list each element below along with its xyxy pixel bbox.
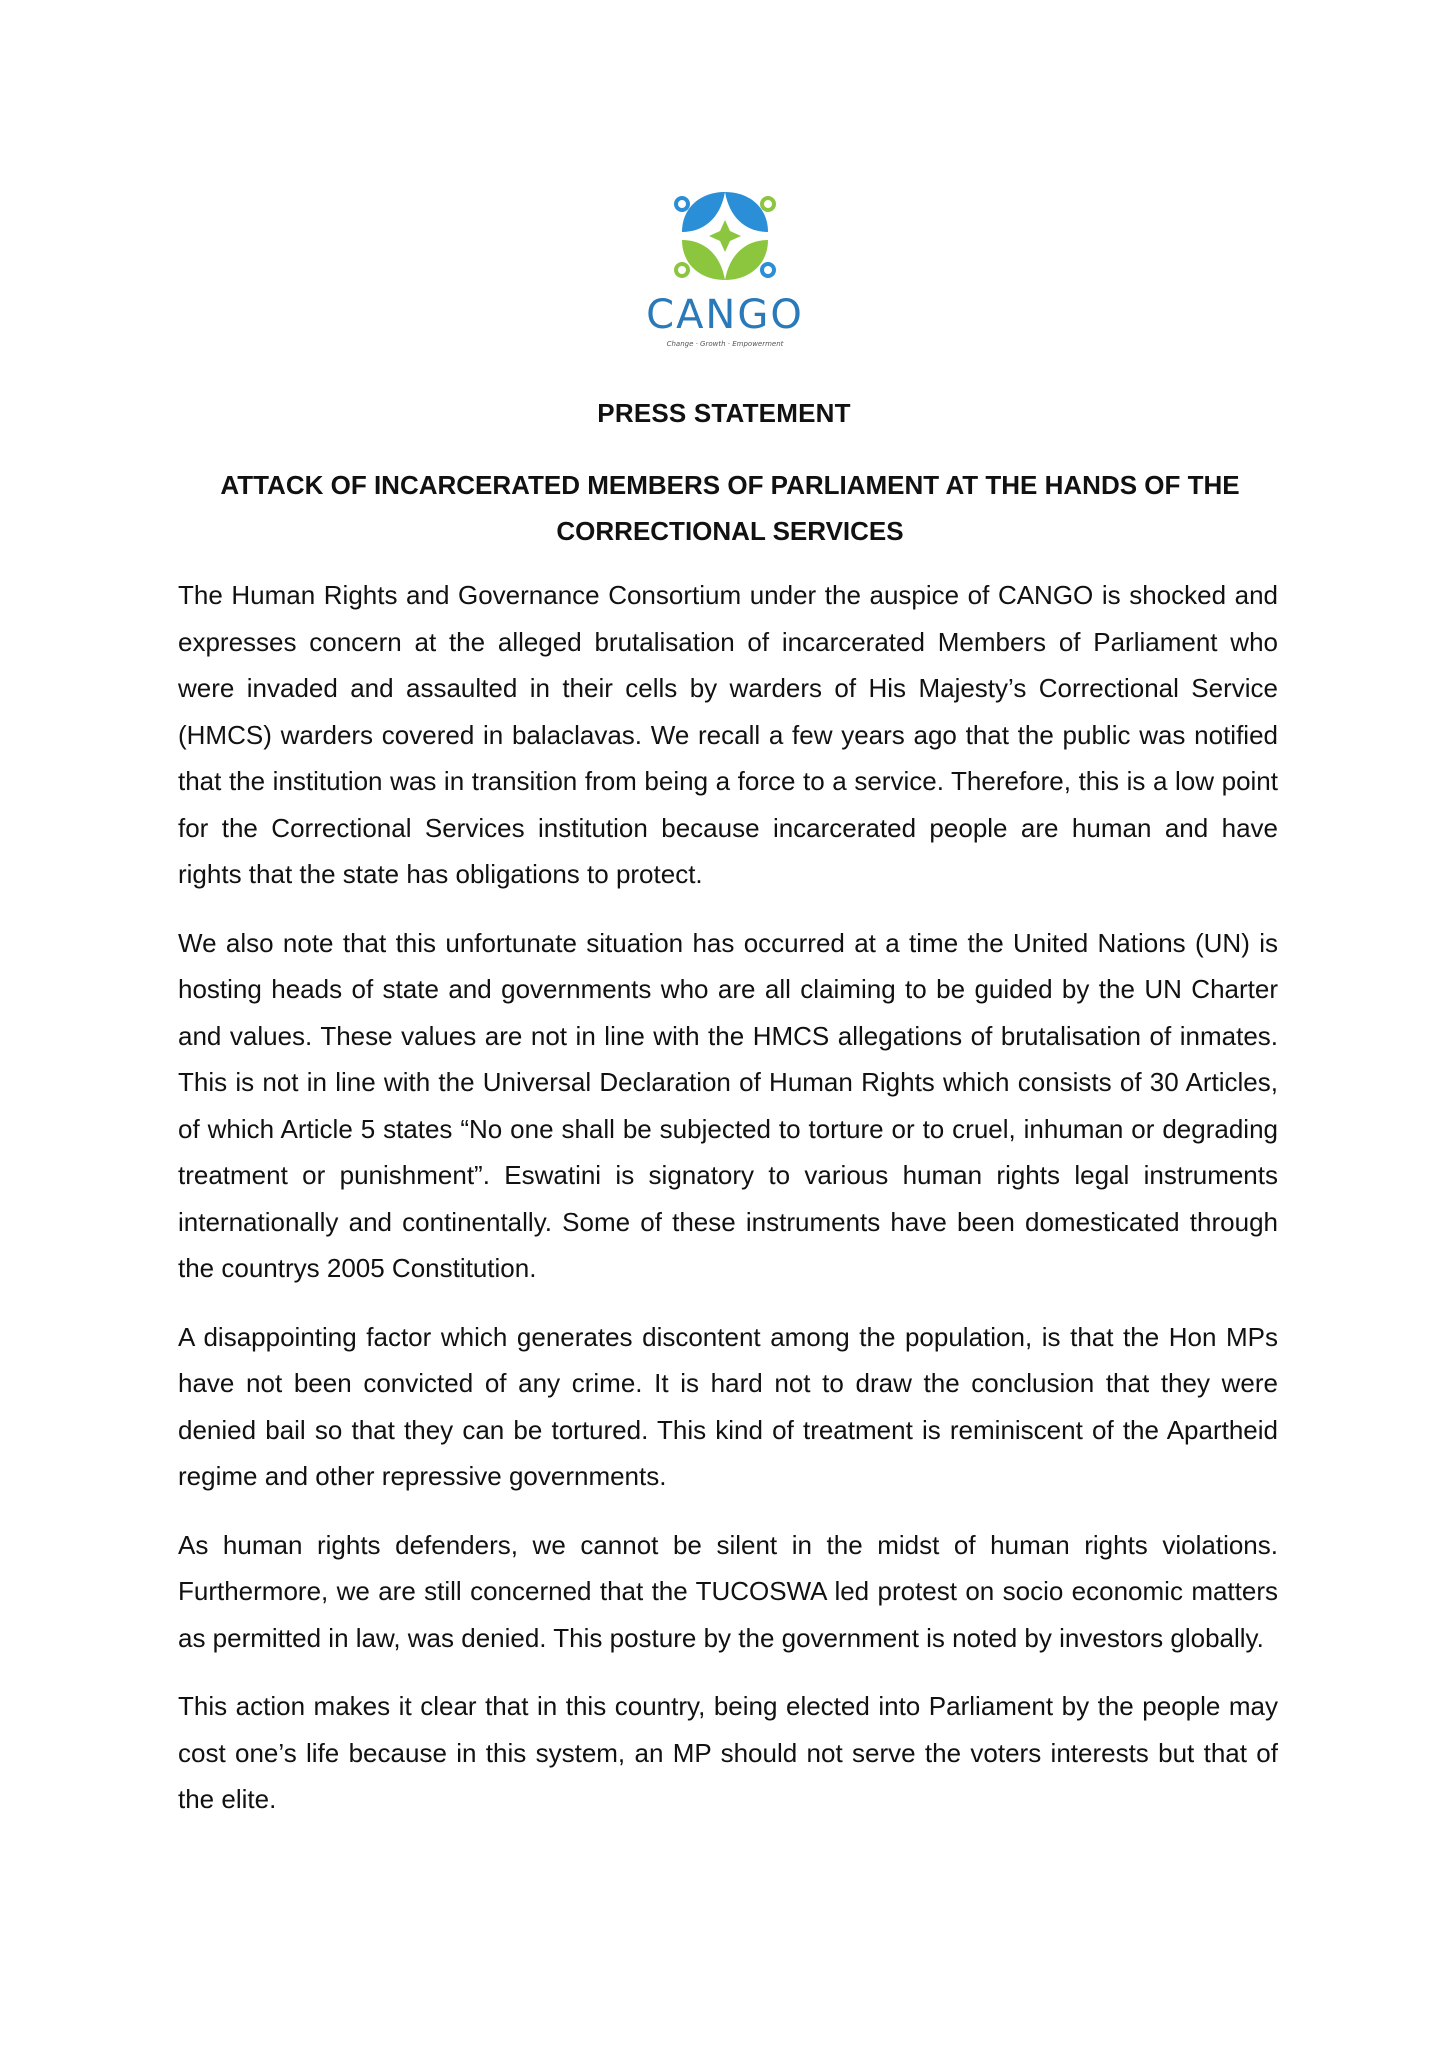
cango-logo bbox=[640, 180, 810, 355]
press-statement-heading: PRESS STATEMENT bbox=[597, 398, 851, 428]
logo-tagline: Change · Growth · Empowerment bbox=[666, 340, 784, 348]
paragraph-3: A disappointing factor which generates discontent among the population, is that the Hon MPs have not been convicted of any crime. It is hard not to draw the conclusion that they were denied bail so that they can be tortured. This kind of treatment is reminiscent of the Apartheid regime and other repressive governments. bbox=[178, 1321, 1278, 1491]
paragraph-4: As human rights defenders, we cannot be silent in the midst of human rights violations. Furthermore, we are still concerned that the TUCOSWA led protest on socio economic matters as permitted in law, was denied. This posture by the government is noted by investors globally. bbox=[178, 1529, 1278, 1653]
cango-logo-icon bbox=[640, 180, 810, 292]
logo-wordmark: CANGO bbox=[646, 292, 804, 338]
statement-body bbox=[178, 572, 1278, 1845]
statement-title: ATTACK OF INCARCERATED MEMBERS OF PARLIAMENT AT THE HANDS OF THE CORRECTIONAL SERVICES bbox=[220, 470, 1240, 546]
paragraph-2: We also note that this unfortunate situation has occurred at a time the United Nations (UN) is hosting heads of state and governments who are all claiming to be guided by the UN Charter and values. These values are not in line with the HMCS allegations of brutalisation of inmates. This is not in line with the Universal Declaration of Human Rights which consists of 30 Articles, of which Article 5 states “No one shall be subjected to torture or to cruel, inhuman or degrading treatment or punishment”. Eswatini is signatory to various human rights legal instruments internationally and continentally. Some of these instruments have been domesticated through the countrys 2005 Constitution. bbox=[178, 927, 1278, 1283]
paragraph-1: The Human Rights and Governance Consortium under the auspice of CANGO is shocked and expresses concern at the alleged brutalisation of incarcerated Members of Parliament who were invaded and assaulted in their cells by warders of His Majesty’s Correctional Service (HMCS) warders covered in balaclavas. We recall a few years ago that the public was notified that the institution was in transition from being a force to a service. Therefore, this is a low point for the Correctional Services institution because incarcerated people are human and have rights that the state has obligations to protect. bbox=[178, 580, 1278, 889]
paragraph-5: This action makes it clear that in this country, being elected into Parliament by the people may cost one’s life because in this system, an MP should not serve the voters interests but that of the elite. bbox=[178, 1691, 1278, 1814]
